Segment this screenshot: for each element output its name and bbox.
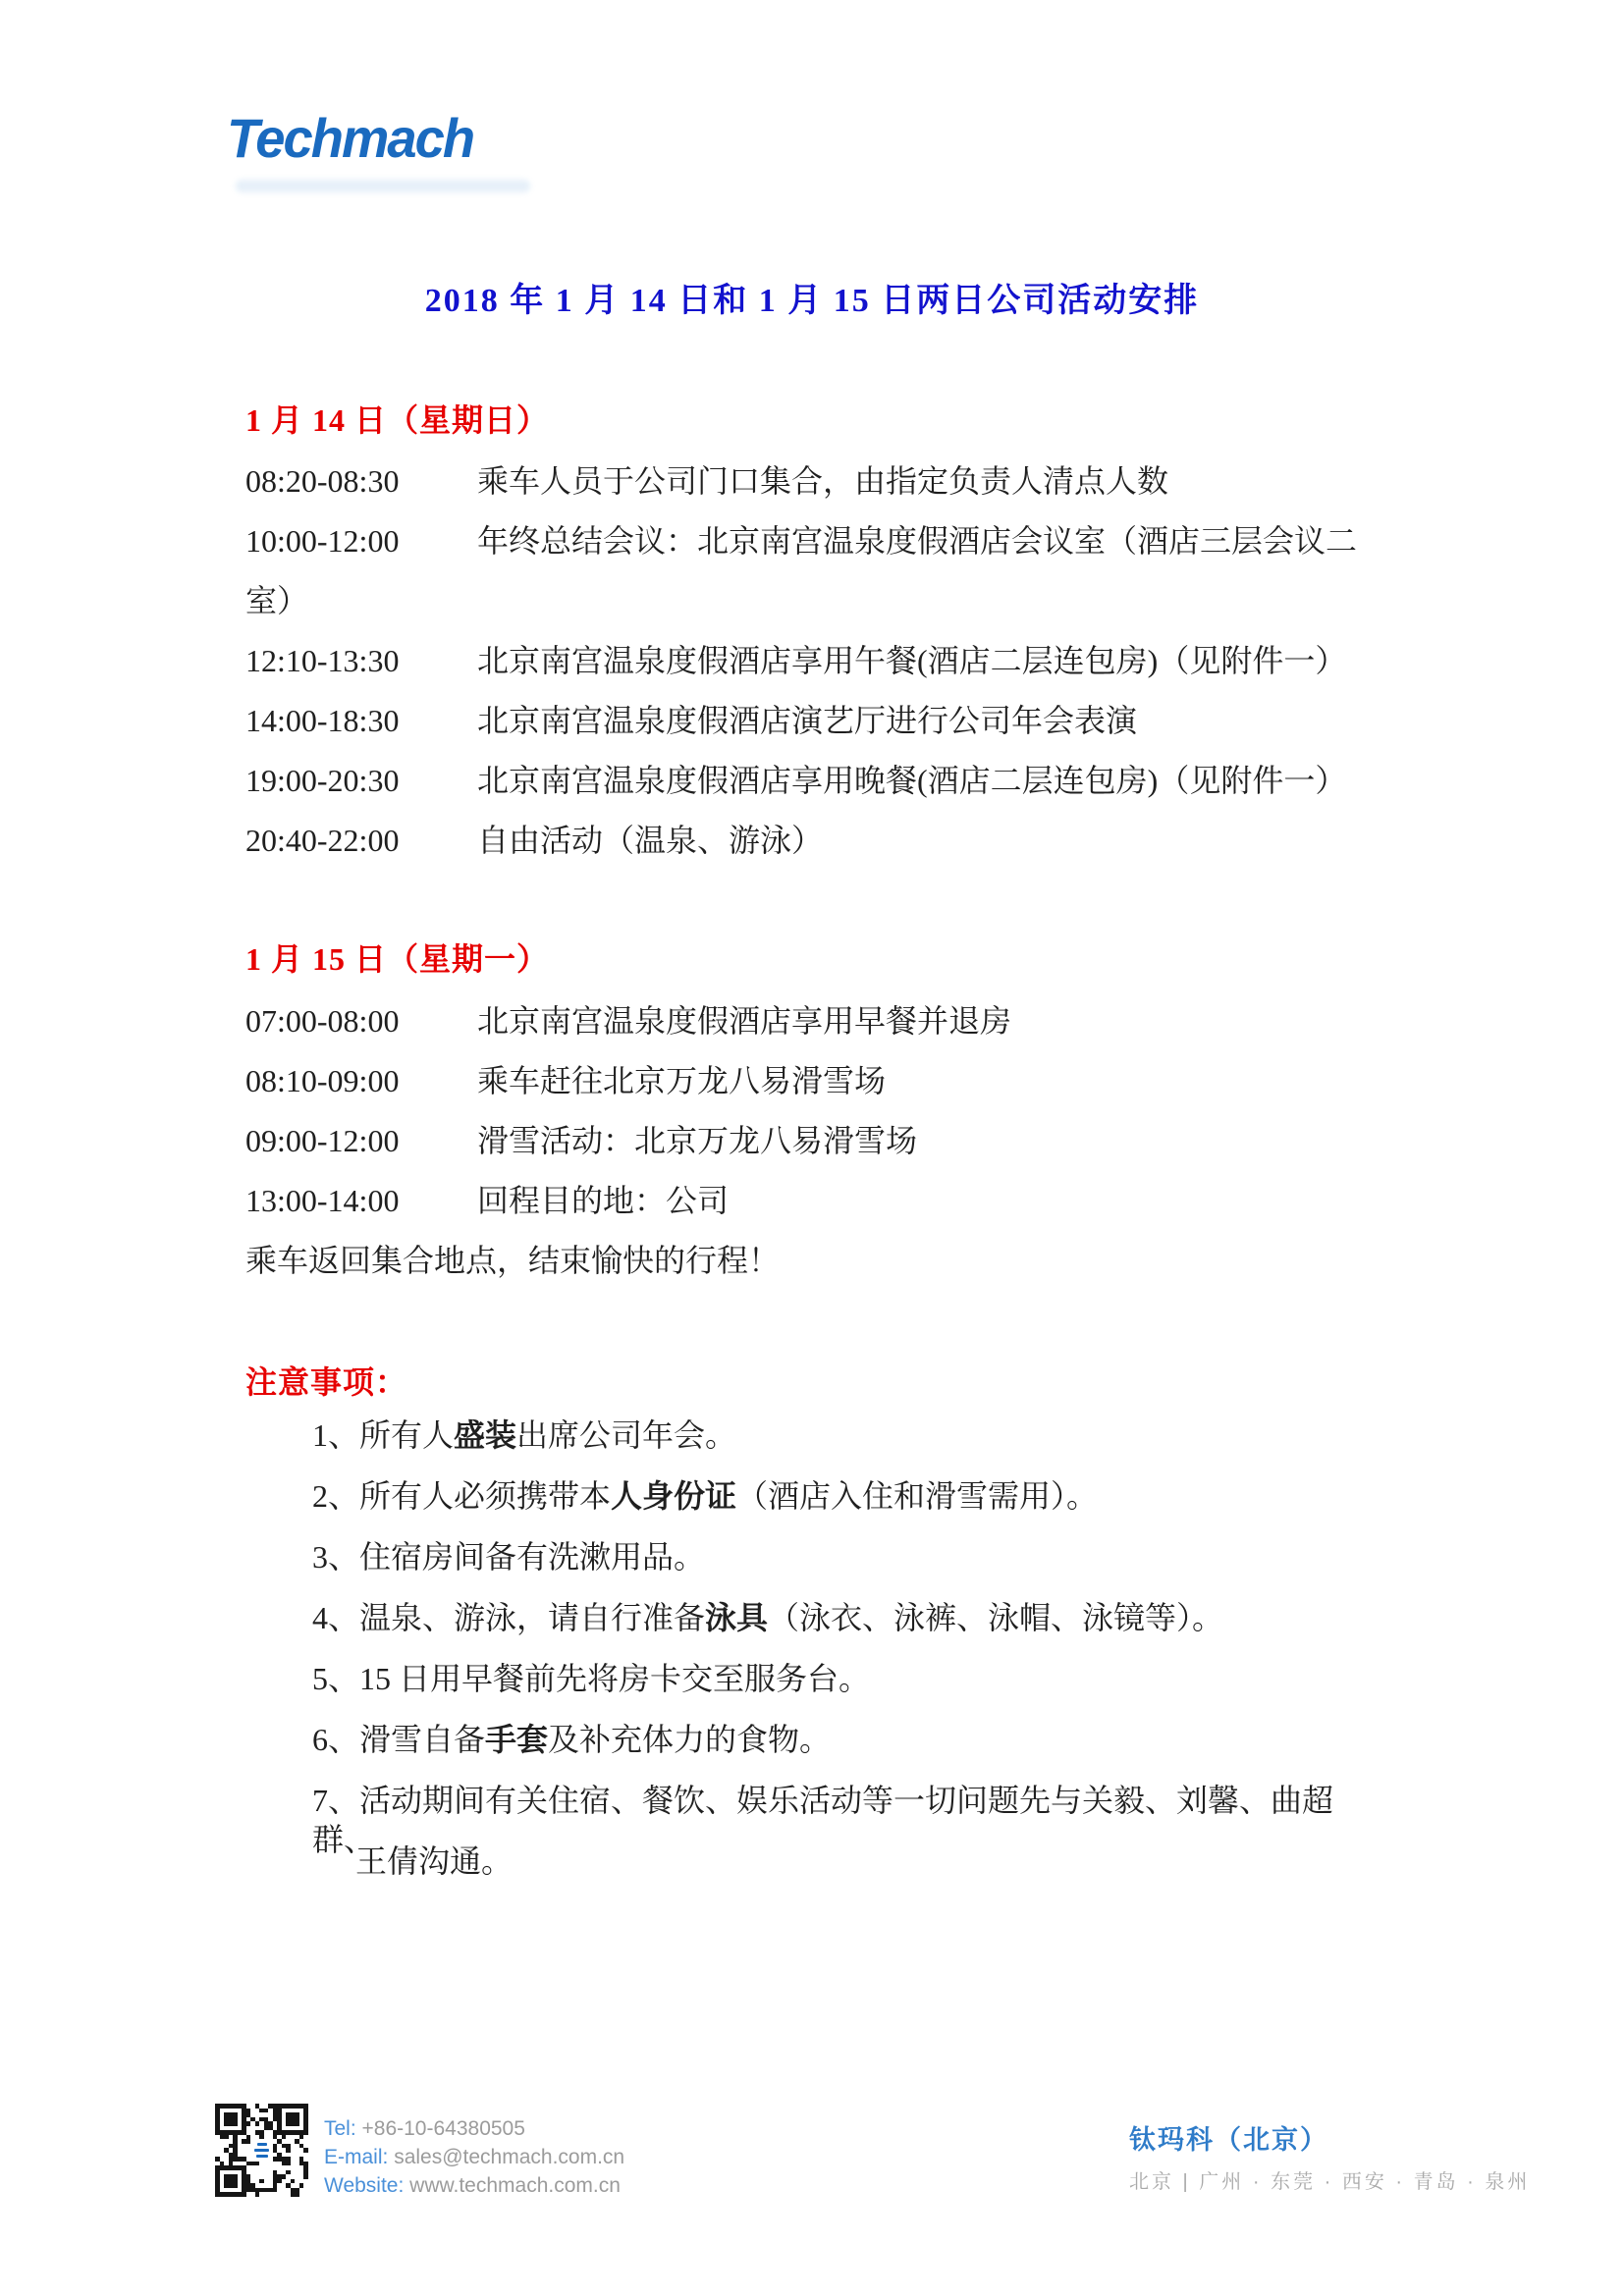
qr-module <box>303 2192 308 2197</box>
note-item <box>245 1537 1394 1598</box>
schedule-row <box>245 1121 1394 1181</box>
schedule-row <box>245 1061 1394 1121</box>
schedule-activity: 乘车人员于公司门口集合，由指定负责人清点人数 <box>477 463 1169 499</box>
note-text: 温泉、游泳，请自行准备 <box>359 1600 706 1635</box>
note-text: （酒店入住和滑雪需用）。 <box>736 1478 1099 1514</box>
schedule-activity: 滑雪活动：北京万龙八易滑雪场 <box>477 1123 918 1158</box>
note-number: 3、 <box>312 1539 360 1575</box>
schedule-time: 13:00-14:00 <box>245 1183 400 1218</box>
schedule-time: 10:00-12:00 <box>245 523 400 559</box>
note-number: 6、 <box>312 1722 360 1757</box>
note-text: 所有人 <box>359 1417 455 1453</box>
section-heading: 1 月 14 日（星期日） <box>245 402 550 438</box>
document-title: 2018 年 1 月 14 日和 1 月 15 日两日公司活动安排 <box>424 283 1200 319</box>
schedule-row <box>245 521 1394 581</box>
schedule-time: 08:10-09:00 <box>245 1063 400 1098</box>
note-number: 1、 <box>312 1417 360 1453</box>
schedule-time: 09:00-12:00 <box>245 1123 400 1158</box>
note-text: 所有人必须携带本 <box>359 1478 612 1514</box>
section-heading: 1 月 15 日（星期一） <box>245 941 550 977</box>
note-text: 及补充体力的食物。 <box>548 1722 832 1757</box>
note-item <box>245 1415 1394 1476</box>
schedule-time: 07:00-08:00 <box>245 1003 400 1039</box>
schedule-time: 08:20-08:30 <box>245 463 400 499</box>
contact-label: Website: <box>324 2174 410 2197</box>
note-bold-term: 手套 <box>485 1722 549 1757</box>
schedule-row <box>245 461 1394 521</box>
note-number: 5、 <box>312 1661 360 1696</box>
contact-value: www.techmach.com.cn <box>409 2174 621 2197</box>
note-bold-term: 人身份证 <box>611 1478 737 1514</box>
schedule-row <box>245 641 1394 701</box>
contact-value: sales@techmach.com.cn <box>394 2146 625 2168</box>
schedule-activity: 自由活动（温泉、游泳） <box>477 823 824 858</box>
contact-label: E-mail: <box>324 2146 395 2168</box>
note-item <box>245 1476 1394 1537</box>
note-text: （泳衣、泳裤、泳帽、泳镜等）。 <box>768 1600 1224 1635</box>
schedule-time: 14:00-18:30 <box>245 703 400 738</box>
logo-ghost-decoration <box>236 180 530 192</box>
schedule-row <box>245 1001 1394 1061</box>
note-number: 7、 <box>312 1783 360 1818</box>
schedule-activity: 北京南宫温泉度假酒店享用午餐(酒店二层连包房)（见附件一） <box>477 643 1347 678</box>
note-item <box>245 1720 1394 1781</box>
contact-line <box>324 2173 624 2198</box>
schedule-activity: 回程目的地：公司 <box>477 1183 730 1218</box>
schedule-row <box>245 761 1394 821</box>
schedule-activity: 乘车赶往北京万龙八易滑雪场 <box>477 1063 887 1098</box>
company-name: 钛玛科（北京） <box>1129 2125 1328 2155</box>
notes-heading: 注意事项： <box>245 1364 408 1400</box>
schedule-time: 12:10-13:30 <box>245 643 400 678</box>
schedule-activity: 北京南宫温泉度假酒店享用晚餐(酒店二层连包房)（见附件一） <box>477 763 1347 798</box>
note-text: 滑雪自备 <box>359 1722 486 1757</box>
note-item <box>245 1659 1394 1720</box>
note-bold-term: 泳具 <box>705 1600 769 1635</box>
schedule-activity: 北京南宫温泉度假酒店享用早餐并退房 <box>477 1003 1012 1039</box>
schedule-row <box>245 701 1394 761</box>
note-bold-term: 盛装 <box>454 1417 517 1453</box>
note-text: 15 日用早餐前先将房卡交至服务台。 <box>359 1661 871 1696</box>
schedule-row <box>245 1181 1394 1241</box>
schedule-activity: 年终总结会议：北京南宫温泉度假酒店会议室（酒店三层会议二 <box>477 523 1358 559</box>
contact-value: +86-10-64380505 <box>361 2117 525 2140</box>
qr-center-logo-icon <box>250 2139 273 2162</box>
note-number: 4、 <box>312 1600 360 1635</box>
note-text: 出席公司年会。 <box>516 1417 737 1453</box>
schedule-time: 20:40-22:00 <box>245 823 400 858</box>
contact-label: Tel: <box>324 2117 362 2140</box>
logo: Techmach <box>227 107 474 169</box>
note-item <box>245 1781 1394 1857</box>
note-text: 活动期间有关住宿、餐饮、娱乐活动等一切问题先与关毅、刘馨、曲超群、 <box>312 1783 1334 1857</box>
note-continuation: 王倩沟通。 <box>355 1843 514 1879</box>
schedule-time: 19:00-20:30 <box>245 763 400 798</box>
schedule-activity: 北京南宫温泉度假酒店演艺厅进行公司年会表演 <box>477 703 1138 738</box>
schedule-row <box>245 821 1394 881</box>
company-cities: 北京 | 广州 · 东莞 · 西安 · 青岛 · 泉州 <box>1129 2171 1531 2193</box>
note-text: 住宿房间备有洗漱用品。 <box>359 1539 706 1575</box>
contact-line <box>324 2116 624 2141</box>
schedule <box>245 400 1394 1902</box>
schedule-continuation: 乘车返回集合地点，结束愉快的行程！ <box>245 1243 781 1278</box>
contact-line <box>324 2145 624 2169</box>
contact-list <box>324 2116 624 2202</box>
note-number: 2、 <box>312 1478 360 1514</box>
note-item <box>245 1598 1394 1659</box>
schedule-continuation: 室） <box>245 583 309 618</box>
